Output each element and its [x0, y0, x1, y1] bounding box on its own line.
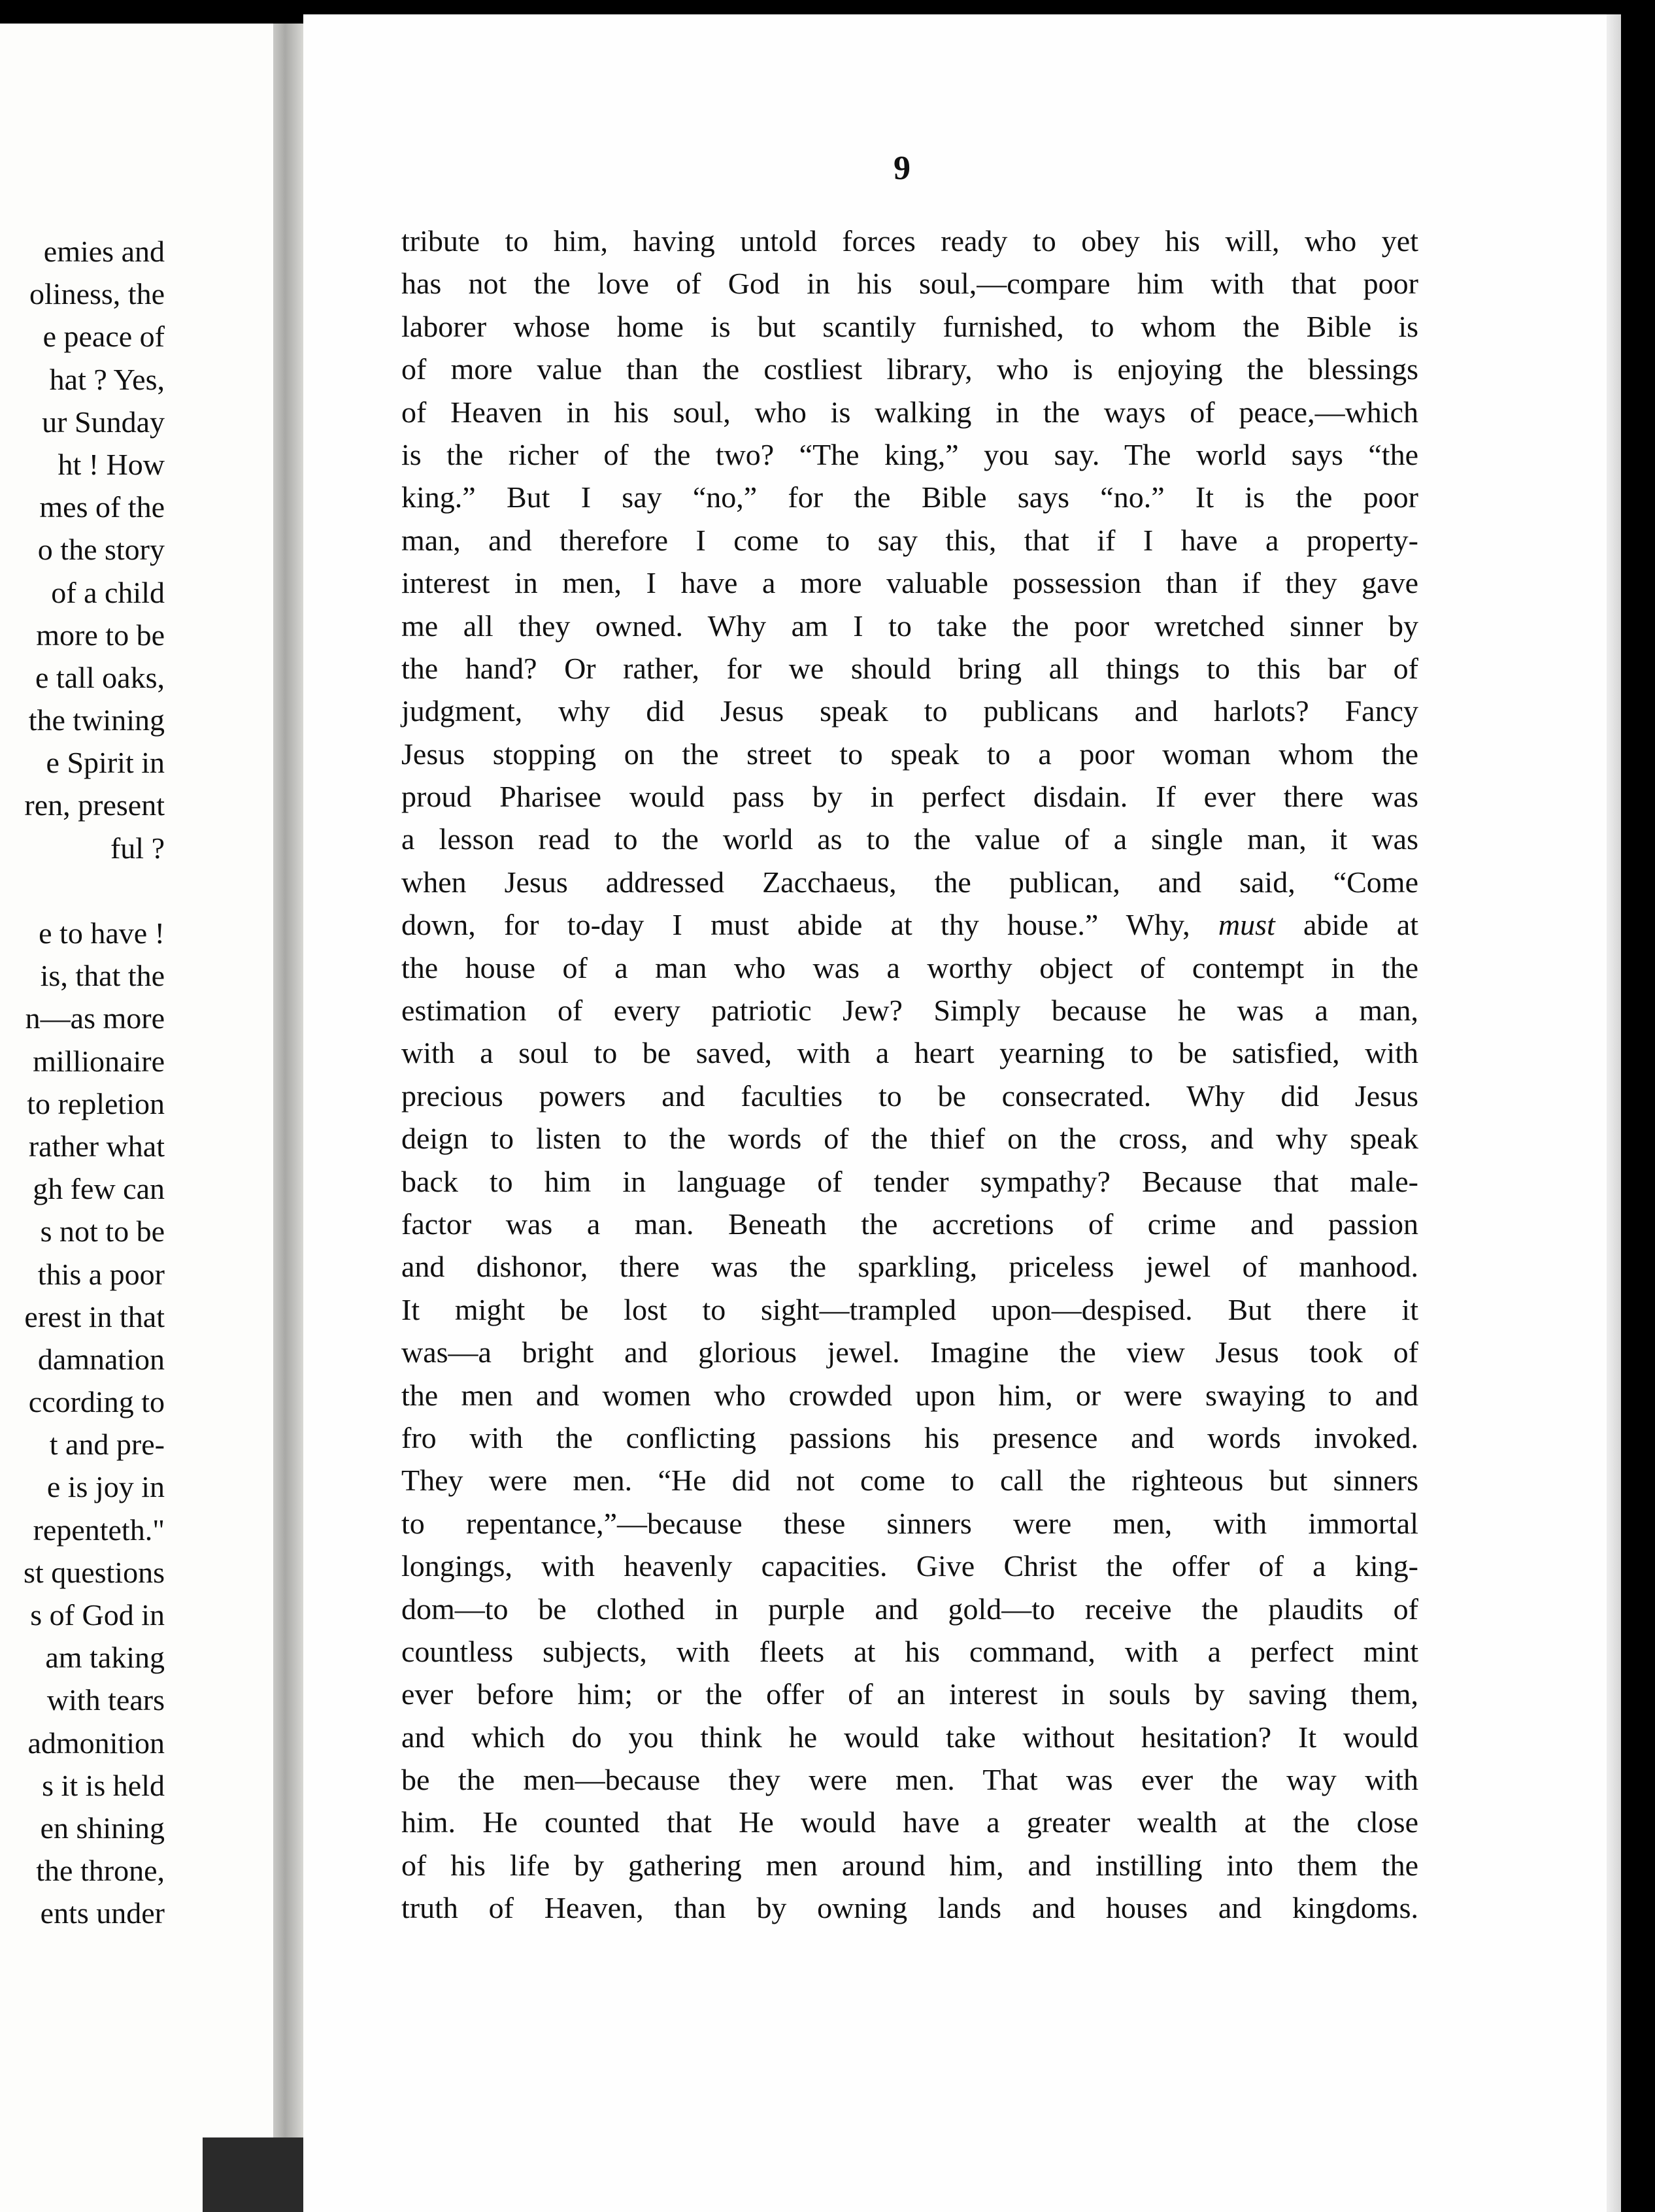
left-page-line: damnation: [37, 1342, 165, 1376]
left-page-line: [0, 869, 165, 912]
body-line: a lesson read to the world as to the value of a single man, it was: [401, 822, 1418, 856]
left-page-line: emies and: [43, 235, 165, 268]
left-page-line: hat ? Yes,: [49, 362, 165, 396]
body-text: [401, 220, 1418, 1930]
left-page-line: ents under: [40, 1896, 165, 1930]
left-page-line: ur Sunday: [42, 405, 165, 439]
left-page-line: e tall oaks,: [35, 660, 165, 694]
body-line: him. He counted that He would have a greater wealth at the close: [401, 1805, 1418, 1839]
left-page-line: e to have !: [39, 916, 165, 950]
body-line: and dishonor, there was the sparkling, priceless jewel of manhood.: [401, 1250, 1418, 1284]
body-line: the hand? Or rather, for we should bring all things to this bar of: [401, 651, 1418, 685]
body-line: deign to listen to the words of the thief on the cross, and why speak: [401, 1122, 1418, 1156]
left-page-line: erest in that: [24, 1299, 165, 1333]
body-line: fro with the conflicting passions his presence and words invoked.: [401, 1420, 1418, 1454]
body-line: interest in men, I have a more valuable possession than if they gave: [401, 566, 1418, 600]
body-line: has not the love of God in his soul,—compare him with that poor: [401, 267, 1418, 301]
body-line: tribute to him, having untold forces ready to obey his will, who yet: [401, 224, 1418, 258]
body-line: me all they owned. Why am I to take the poor wretched sinner by: [401, 609, 1418, 643]
body-line: and which do you think he would take without hesitation? It would: [401, 1720, 1418, 1754]
left-page-line: ccording to: [28, 1385, 165, 1419]
body-line: when Jesus addressed Zacchaeus, the publican, and said, “Come: [401, 865, 1418, 899]
left-page-line: s of God in: [30, 1598, 165, 1632]
body-line: with a soul to be saved, with a heart yearning to be satisfied, with: [401, 1036, 1418, 1070]
left-page-line: of a child: [51, 575, 165, 609]
left-page-line: oliness, the: [29, 277, 165, 311]
body-line: of his life by gathering men around him, and instilling into them the: [401, 1848, 1418, 1882]
body-line: the house of a man who was a worthy object of contempt in the: [401, 950, 1418, 984]
left-page-line: ht ! How: [58, 447, 165, 481]
body-line: the men and women who crowded upon him, or were swaying to and: [401, 1378, 1418, 1412]
body-line: of Heaven in his soul, who is walking in the ways of peace,—which: [401, 395, 1418, 429]
page-number: 9: [894, 150, 911, 187]
left-page-line: am taking: [45, 1641, 165, 1675]
body-line: ever before him; or the offer of an interest in souls by saving them,: [401, 1677, 1418, 1711]
body-line: dom—to be clothed in purple and gold—to receive the plaudits of: [401, 1592, 1418, 1626]
left-page-line: this a poor: [37, 1257, 165, 1291]
body-line: precious powers and faculties to be consecrated. Why did Jesus: [401, 1079, 1418, 1113]
left-page-line: millionaire: [33, 1044, 165, 1078]
left-page-line: mes of the: [39, 490, 165, 524]
left-page-line: with tears: [46, 1683, 165, 1717]
left-page-line: ren, present: [24, 788, 165, 822]
left-page-line: the throne,: [36, 1854, 165, 1888]
body-line: judgment, why did Jesus speak to publicans and harlots? Fancy: [401, 694, 1418, 728]
left-page-fragment: [0, 24, 273, 2212]
left-page-line: is, that the: [40, 959, 165, 993]
left-page-line: o the story: [37, 533, 165, 567]
body-line: factor was a man. Beneath the accretions of crime and passion: [401, 1207, 1418, 1241]
body-line: longings, with heavenly capacities. Give Christ the offer of a king-: [401, 1549, 1418, 1583]
body-line: man, and therefore I come to say this, that if I have a property-: [401, 523, 1418, 557]
body-line: down, for to-day I must abide at thy house.” Why, must abide at: [401, 908, 1419, 942]
body-line: is the richer of the two? “The king,” you say. The world says “the: [401, 437, 1418, 471]
left-page-line: e peace of: [42, 320, 165, 354]
body-line: estimation of every patriotic Jew? Simply because he was a man,: [401, 994, 1418, 1028]
left-page-line: gh few can: [33, 1172, 165, 1206]
body-line: Jesus stopping on the street to speak to a poor woman whom the: [401, 737, 1418, 771]
body-line: back to him in language of tender sympathy? Because that male-: [401, 1164, 1418, 1198]
page-edge: [1607, 14, 1621, 2212]
body-line: was—a bright and glorious jewel. Imagine the view Jesus took of: [401, 1335, 1418, 1369]
body-line: laborer whose home is but scantily furnished, to whom the Bible is: [401, 309, 1418, 343]
body-line: truth of Heaven, than by owning lands and houses and kingdoms.: [401, 1891, 1418, 1925]
left-page-line: ful ?: [110, 831, 165, 865]
body-line: proud Pharisee would pass by in perfect disdain. If ever there was: [401, 780, 1418, 814]
body-line: of more value than the costliest library, who is enjoying the blessings: [401, 352, 1418, 386]
left-page-line: rather what: [28, 1129, 165, 1163]
body-line: It might be lost to sight—trampled upon—despised. But there it: [401, 1292, 1418, 1326]
gutter-shadow: [203, 2137, 307, 2212]
left-page-line: n—as more: [25, 1001, 165, 1035]
left-page-line: repenteth.": [33, 1513, 165, 1547]
body-line: be the men—because they were men. That was ever the way with: [401, 1763, 1418, 1797]
body-line: to repentance,”—because these sinners were men, with immortal: [401, 1506, 1418, 1540]
left-page-line: s not to be: [40, 1215, 165, 1248]
body-line: king.” But I say “no,” for the Bible says “no.” It is the poor: [401, 480, 1418, 514]
body-line: They were men. “He did not come to call the righteous but sinners: [401, 1464, 1418, 1498]
left-page-line: e Spirit in: [46, 746, 165, 780]
left-page-line: st questions: [24, 1555, 165, 1589]
left-page-line: s it is held: [42, 1768, 165, 1802]
left-page-text: [0, 230, 165, 1935]
left-page-line: t and pre-: [49, 1428, 165, 1462]
left-page-line: to repletion: [27, 1086, 165, 1120]
left-page-line: en shining: [40, 1811, 165, 1845]
left-page-line: the twining: [28, 703, 165, 737]
left-page-line: more to be: [36, 618, 165, 652]
left-page-line: admonition: [27, 1726, 165, 1760]
book-gutter: [273, 24, 303, 2212]
body-line: countless subjects, with fleets at his command, with a perfect mint: [401, 1634, 1418, 1668]
left-page-line: e is joy in: [46, 1470, 165, 1504]
emphasis-word: must: [1218, 908, 1275, 942]
